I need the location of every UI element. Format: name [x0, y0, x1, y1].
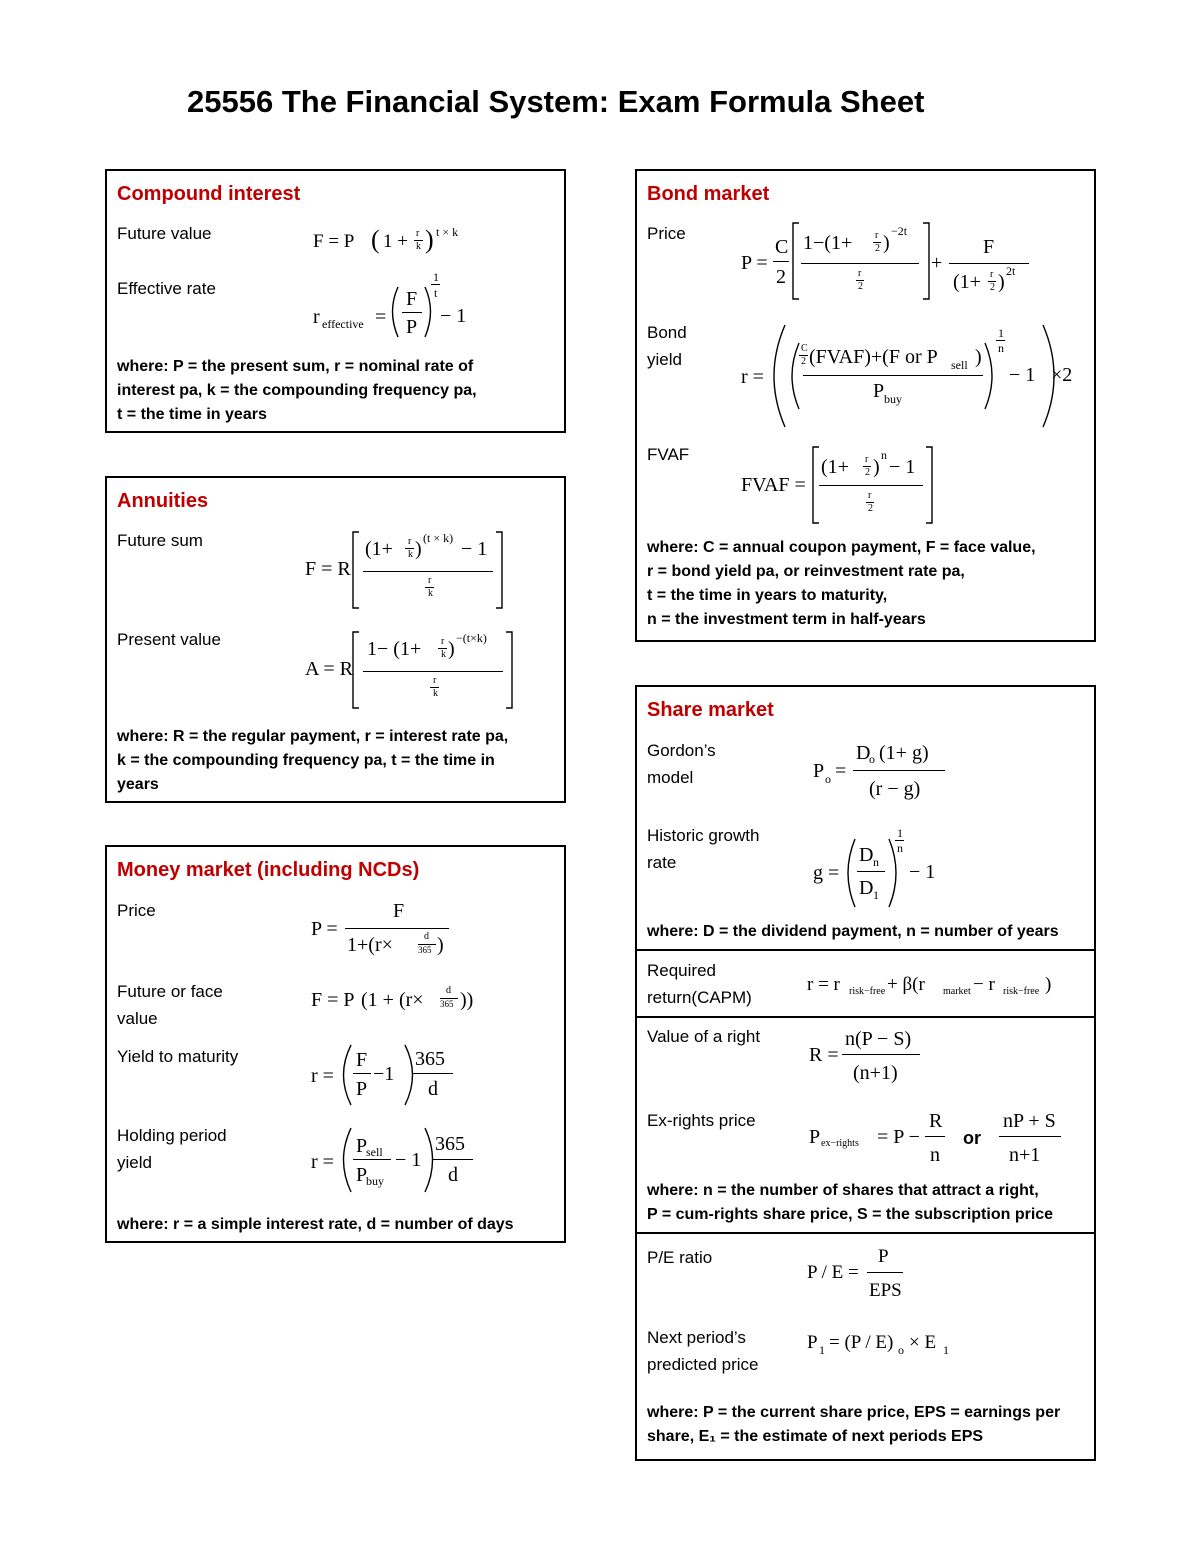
- money-where-note: where: r = a simple interest rate, d = number of days: [117, 1216, 514, 1233]
- share-where-note-3: where: P = the current share price, EPS = earnings per share, E₁ = the estimate of next periods EPS: [647, 1404, 1061, 1445]
- bond-price-label: Price: [647, 224, 686, 243]
- section-heading: Money market (including NCDs): [117, 859, 420, 881]
- bond-yield-label: Bond yield: [647, 323, 687, 369]
- annuities-where-note: where: R = the regular payment, r = interest rate pa, k = the compounding frequency pa, t = the time in years: [117, 728, 509, 793]
- present-value-label: Present value: [117, 630, 221, 649]
- next-period-price-label: Next period’s predicted price: [647, 1328, 759, 1374]
- bond-market-section: [635, 169, 1096, 642]
- section-heading: Share market: [647, 699, 774, 721]
- gordon-model-formula: P o = D o (1+ g) (r − g): [813, 737, 973, 807]
- historic-growth-label: Historic growth rate: [647, 826, 760, 872]
- section-heading: Annuities: [117, 490, 209, 512]
- pe-ratio-formula: P / E = P EPS: [807, 1246, 902, 1301]
- capm-label: Required return(CAPM): [647, 961, 752, 1007]
- ex-rights-price-formula: P ex−rights = P − R n or nP + S n+1: [809, 1107, 1089, 1171]
- future-value-label: Future value: [117, 224, 212, 243]
- next-period-price-formula: P 1 = (P / E) o × E 1: [807, 1332, 949, 1357]
- share-market-section: [635, 685, 1096, 1461]
- compound-future-value-formula: F = P ( 1 + r k ) t × k: [313, 225, 459, 254]
- money-face-value-formula: F = P (1 + (r× d 365 )): [311, 985, 474, 1011]
- holding-period-yield-label: Holding period yield: [117, 1126, 227, 1172]
- annuity-future-sum-formula: F = R (1+ r k ) (t × k) − 1 r k: [305, 530, 515, 610]
- future-sum-label: Future sum: [117, 531, 203, 550]
- capm-formula: r = r risk−free + β(r market − r risk−free ): [807, 974, 1052, 997]
- value-of-right-label: Value of a right: [647, 1027, 761, 1046]
- section-heading: Compound interest: [117, 183, 301, 205]
- gordon-model-label: Gordon’s model: [647, 741, 716, 787]
- holding-period-yield-formula: r = P sell P buy − 1 365 d: [311, 1126, 481, 1194]
- section-heading: Bond market: [647, 183, 770, 205]
- share-where-note-2: where: n = the number of shares that attract a right, P = cum-rights share price, S = the subscription price: [647, 1182, 1054, 1223]
- bond-where-note: where: C = annual coupon payment, F = face value, r = bond yield pa, or reinvestment rate pa, t = the time in years to maturity, n = the investment term in half-years: [647, 539, 1036, 628]
- face-value-label: Future or face value: [117, 982, 223, 1028]
- compound-interest-section: [105, 169, 566, 433]
- fvaf-formula: FVAF = (1+ r 2 ) n − 1 r 2: [741, 445, 941, 525]
- yield-to-maturity-formula: r = F P −1 365 d: [311, 1043, 461, 1107]
- fvaf-label: FVAF: [647, 445, 690, 464]
- share-where-note-1: where: D = the dividend payment, n = number of years: [647, 923, 1059, 940]
- effective-rate-label: Effective rate: [117, 279, 216, 298]
- bond-price-formula: P = C 2 1−(1+ r 2 ) −2t r 2 + F (1+ r 2 ) 2t: [741, 219, 1041, 303]
- effective-rate-formula: r effective = F P 1 t − 1: [313, 270, 467, 338]
- pe-ratio-label: P/E ratio: [647, 1248, 713, 1267]
- money-price-label: Price: [117, 901, 156, 920]
- page-title: 25556 The Financial System: Exam Formula Sheet: [187, 84, 925, 119]
- bond-yield-formula: r = C 2 (FVAF)+(F or P sell ) P buy 1 n − 1 ×2: [741, 321, 1081, 431]
- ex-rights-price-label: Ex-rights price: [647, 1111, 756, 1130]
- annuity-present-value-formula: A = R 1− (1+ r k ) −(t×k) r k: [305, 630, 525, 710]
- compound-where-note: where: P = the present sum, r = nominal rate of interest pa, k = the compounding frequency pa, t = the time in years: [117, 358, 477, 423]
- historic-growth-formula: g = D n D 1 1 n − 1: [813, 825, 973, 909]
- value-of-right-formula: R = n(P − S) (n+1): [809, 1025, 959, 1089]
- money-price-formula: P = F 1+(r× d 365 ): [311, 899, 461, 961]
- annuities-section: [105, 476, 566, 803]
- yield-to-maturity-label: Yield to maturity: [117, 1047, 239, 1066]
- money-market-section: [105, 845, 566, 1243]
